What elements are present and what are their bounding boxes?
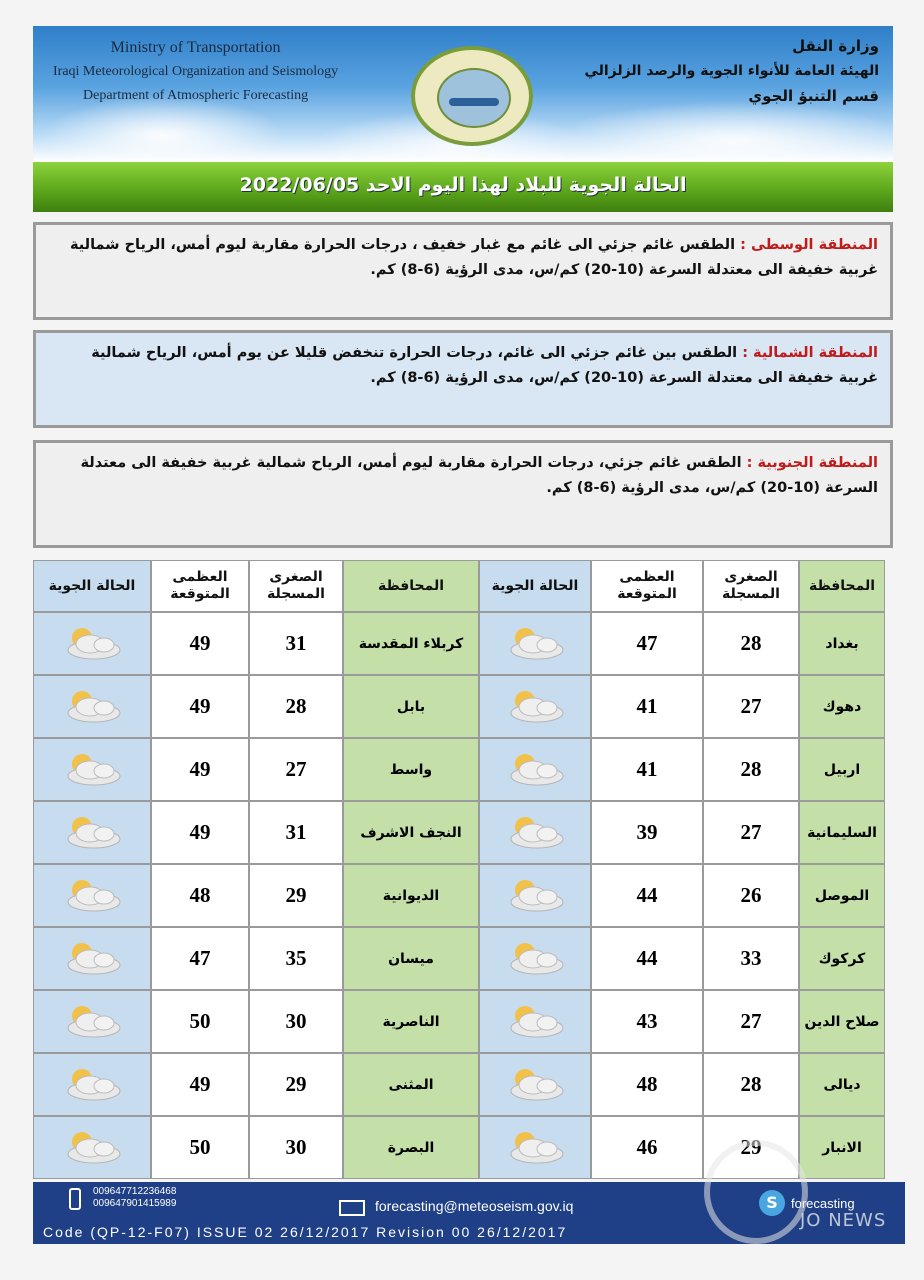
governorate-name: اربيل bbox=[799, 738, 885, 801]
phone-icon bbox=[69, 1188, 81, 1210]
min-temp: 35 bbox=[249, 927, 343, 990]
phone-number: 009647712236468 bbox=[93, 1186, 177, 1197]
partly-cloudy-icon bbox=[33, 675, 151, 738]
partly-cloudy-icon bbox=[479, 738, 591, 801]
governorate-name: كربلاء المقدسة bbox=[343, 612, 479, 675]
partly-cloudy-icon bbox=[33, 864, 151, 927]
region-text: الطقس بين غائم جزئي الى غائم، درجات الحرارة تنخفض قليلا عن يوم أمس، الرياح شمالية غربية خفيفة الى معتدلة السرعة (10-20) كم/س، مدى الرؤية (6-8) كم. bbox=[91, 345, 878, 386]
partly-cloudy-icon bbox=[33, 801, 151, 864]
min-temp: 27 bbox=[703, 801, 799, 864]
governorate-name: واسط bbox=[343, 738, 479, 801]
partly-cloudy-icon bbox=[479, 927, 591, 990]
partly-cloudy-icon bbox=[479, 990, 591, 1053]
header-min: الصغرى المسجلة bbox=[703, 560, 799, 612]
governorate-name: السليمانية bbox=[799, 801, 885, 864]
max-temp: 49 bbox=[151, 675, 249, 738]
max-temp: 50 bbox=[151, 990, 249, 1053]
header-arabic bbox=[584, 34, 879, 109]
partly-cloudy-icon bbox=[33, 612, 151, 675]
header-state: الحالة الجوية bbox=[479, 560, 591, 612]
min-temp: 31 bbox=[249, 801, 343, 864]
max-temp: 49 bbox=[151, 612, 249, 675]
department-name-ar: قسم التنبؤ الجوي bbox=[748, 87, 879, 105]
governorate-name: ميسان bbox=[343, 927, 479, 990]
max-temp: 50 bbox=[151, 1116, 249, 1179]
partly-cloudy-icon bbox=[33, 738, 151, 801]
max-temp: 41 bbox=[591, 738, 703, 801]
governorate-name: صلاح الدين bbox=[799, 990, 885, 1053]
governorate-name: البصرة bbox=[343, 1116, 479, 1179]
region-name: المنطقة الجنوبية : bbox=[746, 455, 878, 471]
governorate-name: بابل bbox=[343, 675, 479, 738]
watermark-icon bbox=[704, 1140, 808, 1244]
header-banner bbox=[33, 26, 893, 162]
partly-cloudy-icon bbox=[33, 927, 151, 990]
governorate-name: الناصرية bbox=[343, 990, 479, 1053]
partly-cloudy-icon bbox=[479, 1053, 591, 1116]
governorate-name: ديالى bbox=[799, 1053, 885, 1116]
skype-name: forecasting bbox=[791, 1196, 855, 1211]
region-north bbox=[33, 330, 893, 428]
weather-table bbox=[33, 560, 899, 1178]
min-temp: 30 bbox=[249, 990, 343, 1053]
max-temp: 44 bbox=[591, 864, 703, 927]
governorate-name: الانبار bbox=[799, 1116, 885, 1179]
partly-cloudy-icon bbox=[33, 990, 151, 1053]
header-max: العظمى المتوقعة bbox=[591, 560, 703, 612]
header-min: الصغرى المسجلة bbox=[249, 560, 343, 612]
min-temp: 27 bbox=[703, 675, 799, 738]
min-temp: 27 bbox=[703, 990, 799, 1053]
partly-cloudy-icon bbox=[479, 675, 591, 738]
min-temp: 26 bbox=[703, 864, 799, 927]
min-temp: 29 bbox=[703, 1116, 799, 1179]
region-text: الطقس غائم جزئي الى غائم مع غبار خفيف ، درجات الحرارة مقاربة ليوم أمس، الرياح شمالية غربية خفيفة الى معتدلة السرعة (10-20) كم/س، مدى الرؤية (6-8) كم. bbox=[69, 237, 878, 278]
phone-number: 009647901415989 bbox=[93, 1198, 177, 1209]
ministry-name-ar: وزارة النقل bbox=[792, 37, 879, 55]
email-address: forecasting@meteoseism.gov.iq bbox=[375, 1198, 574, 1214]
min-temp: 28 bbox=[249, 675, 343, 738]
governorate-name: دهوك bbox=[799, 675, 885, 738]
min-temp: 28 bbox=[703, 1053, 799, 1116]
max-temp: 43 bbox=[591, 990, 703, 1053]
watermark-text: JO NEWS bbox=[800, 1210, 887, 1231]
min-temp: 31 bbox=[249, 612, 343, 675]
region-name: المنطقة الوسطى : bbox=[740, 237, 878, 253]
region-name: المنطقة الشمالية : bbox=[742, 345, 878, 361]
max-temp: 44 bbox=[591, 927, 703, 990]
organization-logo-icon bbox=[411, 46, 533, 146]
mail-icon bbox=[339, 1200, 365, 1216]
max-temp: 47 bbox=[151, 927, 249, 990]
header-gov: المحافظة bbox=[343, 560, 479, 612]
partly-cloudy-icon bbox=[33, 1053, 151, 1116]
governorate-name: الموصل bbox=[799, 864, 885, 927]
ministry-name-en: Ministry of Transportation bbox=[110, 39, 281, 56]
min-temp: 29 bbox=[249, 864, 343, 927]
max-temp: 49 bbox=[151, 738, 249, 801]
governorate-name: بغداد bbox=[799, 612, 885, 675]
partly-cloudy-icon bbox=[479, 801, 591, 864]
max-temp: 49 bbox=[151, 1053, 249, 1116]
min-temp: 28 bbox=[703, 738, 799, 801]
max-temp: 39 bbox=[591, 801, 703, 864]
governorate-name: كركوك bbox=[799, 927, 885, 990]
partly-cloudy-icon bbox=[479, 864, 591, 927]
max-temp: 49 bbox=[151, 801, 249, 864]
organization-name-en: Iraqi Meteorological Organization and Seismology bbox=[53, 64, 339, 79]
min-temp: 30 bbox=[249, 1116, 343, 1179]
title-bar bbox=[33, 162, 893, 212]
skype-icon: S bbox=[759, 1190, 785, 1216]
governorate-name: المثنى bbox=[343, 1053, 479, 1116]
partly-cloudy-icon bbox=[33, 1116, 151, 1179]
department-name-en: Department of Atmospheric Forecasting bbox=[83, 88, 309, 103]
region-text: الطقس غائم جزئي، درجات الحرارة مقاربة ليوم أمس، الرياح شمالية غربية خفيفة الى معتدلة السرعة (10-20) كم/س، مدى الرؤية (6-8) كم. bbox=[80, 455, 878, 496]
region-central bbox=[33, 222, 893, 320]
governorate-name: الديوانية bbox=[343, 864, 479, 927]
partly-cloudy-icon bbox=[479, 612, 591, 675]
max-temp: 48 bbox=[591, 1053, 703, 1116]
min-temp: 29 bbox=[249, 1053, 343, 1116]
max-temp: 47 bbox=[591, 612, 703, 675]
header-state: الحالة الجوية bbox=[33, 560, 151, 612]
page-title: الحالة الجوية للبلاد لهذا اليوم الاحد 2022/06/05 bbox=[239, 174, 687, 196]
governorate-name: النجف الاشرف bbox=[343, 801, 479, 864]
max-temp: 46 bbox=[591, 1116, 703, 1179]
partly-cloudy-icon bbox=[479, 1116, 591, 1179]
header-gov: المحافظة bbox=[799, 560, 885, 612]
min-temp: 28 bbox=[703, 612, 799, 675]
min-temp: 27 bbox=[249, 738, 343, 801]
region-south bbox=[33, 440, 893, 548]
header-english bbox=[53, 36, 338, 108]
document-code: Code (QP-12-F07) ISSUE 02 26/12/2017 Revision 00 26/12/2017 bbox=[43, 1224, 568, 1240]
max-temp: 48 bbox=[151, 864, 249, 927]
max-temp: 41 bbox=[591, 675, 703, 738]
min-temp: 33 bbox=[703, 927, 799, 990]
organization-name-ar: الهيئة العامة للأنواء الجوية والرصد الزلزالي bbox=[584, 63, 879, 79]
header-max: العظمى المتوقعة bbox=[151, 560, 249, 612]
